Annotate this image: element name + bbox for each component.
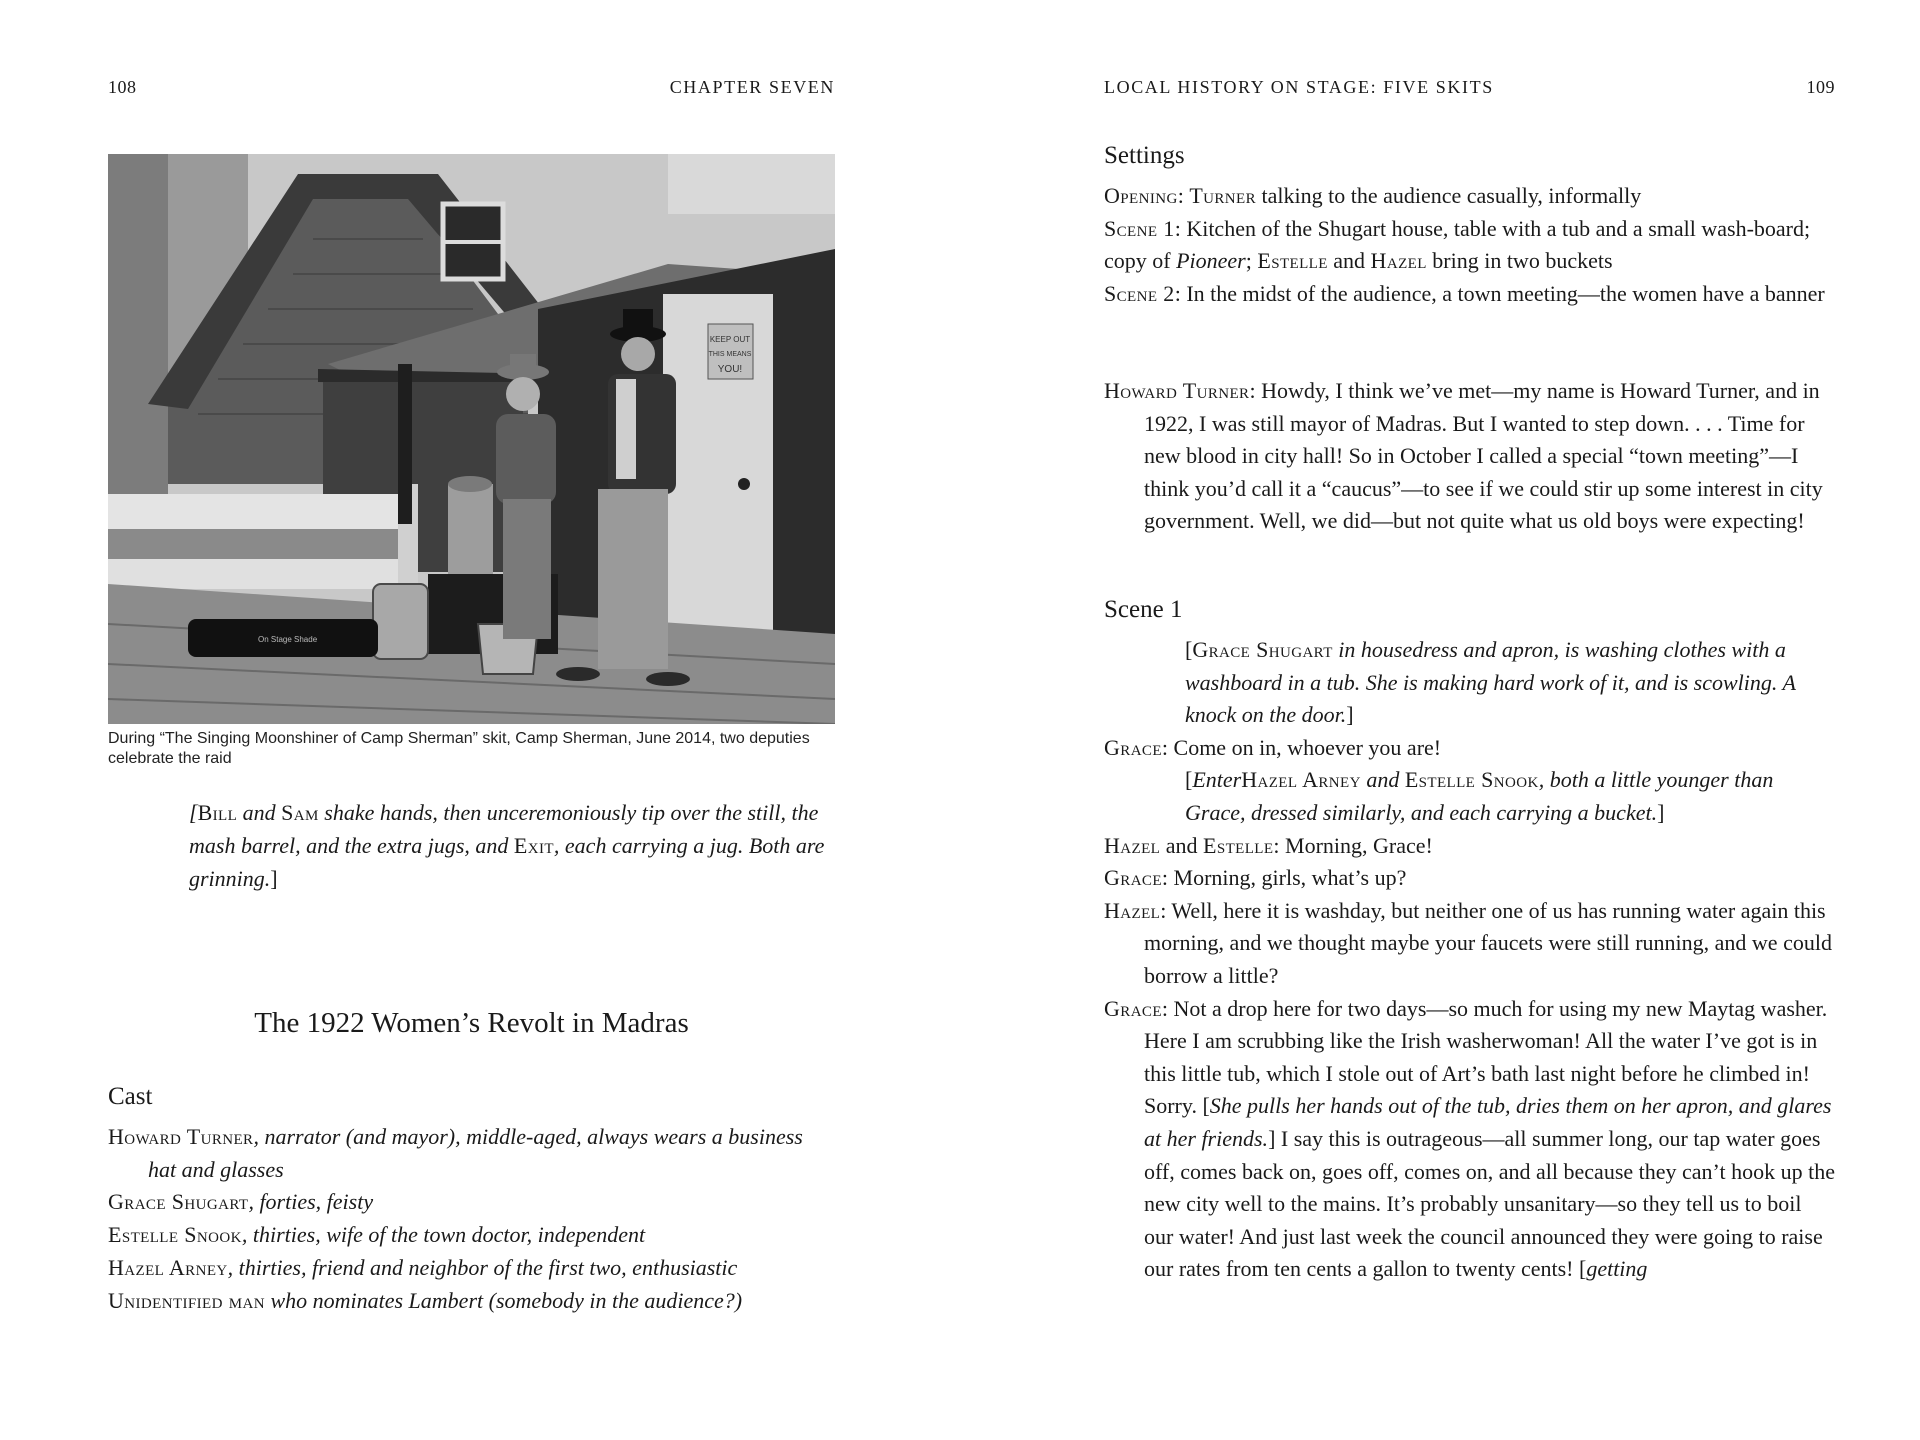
moonshiner-photo	[108, 154, 835, 724]
sign-line-3: YOU!	[717, 364, 743, 375]
cast-item: Estelle Snook, thirties, wife of the town doctor, independent	[108, 1222, 646, 1248]
character-bill: Bill	[197, 800, 238, 825]
page-number: 108	[108, 77, 137, 97]
section-running-title: LOCAL HISTORY ON STAGE: FIVE SKITS	[1104, 77, 1494, 97]
stage-direction: [Bill and Sam shake hands, then unceremoniously tip over the still, the mash barrel, and the extra jugs, and Exit, each carrying a jug. Both are grinning.]	[189, 800, 825, 891]
right-running-head	[1104, 77, 1835, 101]
setting-opening: Opening: Turner talking to the audience casually, informally	[1104, 183, 1642, 208]
cast-list	[108, 1121, 835, 1317]
left-page	[108, 0, 835, 1440]
dialogue-line: Grace: Come on in, whoever you are!	[1104, 734, 1442, 760]
character-sam: Sam	[281, 800, 319, 825]
skit-title: The 1922 Women’s Revolt in Madras	[254, 1007, 689, 1039]
stage-direction: [EnterHazel Arney and Estelle Snook, both a little younger than Grace, dressed similarly, and each carrying a bucket.]	[1185, 767, 1774, 825]
chapter-title: CHAPTER SEVEN	[669, 77, 835, 97]
dialogue-line: Grace: Not a drop here for two days—so much for using my new Maytag washer. Here I am scrubbing like the Irish washerwoman! All the water I’ve got is in this little tub, which I stole out of Art’s bath last night before he climbed in! Sorry. [She pulls her hands out of the tub, dries them on her apron, and glares at her friends.] I say this is outrageous—all summer long, our tap water goes off, comes back on, goes off, comes on, and all because they can’t hook up the new city well to the mains. It’s probably unsanitary—so they tell us to boil our water! And just last week the council announced they were going to raise our rates from ten cents a gallon to twenty cents! [getting	[1104, 995, 1835, 1282]
dialogue-line: Hazel: Well, here it is washday, but neither one of us has running water again this morning, and we thought maybe your faucets were still running, and we could borrow a little?	[1104, 897, 1832, 988]
page-number: 109	[1806, 77, 1835, 97]
stage-direction: [Grace Shugart in housedress and apron, is washing clothes with a washboard in a tub. She is making hard work of it, and is scowling. A knock on the door.]	[1185, 637, 1796, 728]
right-page	[1104, 0, 1835, 1440]
cast-item: Grace Shugart, forties, feisty	[108, 1189, 374, 1215]
turner-speech: Howard Turner: Howdy, I think we’ve met—my name is Howard Turner, and in 1922, I was still mayor of Madras. But I wanted to step down. . . . Time for new blood in city hall! So in October I called a special “town meeting”—I think you’d call it a “caucus”—to see if we could stir up some interest in city government. Well, we did—but not quite what us old boys were expecting!	[1104, 378, 1823, 534]
sign-line-2: THIS MEANS	[708, 351, 752, 358]
photo-caption: During “The Singing Moonshiner of Camp Sherman” skit, Camp Sherman, June 2014, two deputies celebrate the raid	[108, 730, 810, 767]
dialogue-line: Grace: Morning, girls, what’s up?	[1104, 865, 1407, 891]
cast-item: Hazel Arney, thirties, friend and neighbor of the first two, enthusiastic	[108, 1254, 738, 1280]
setting-scene-1: Scene 1: Kitchen of the Shugart house, table with a tub and a small wash-board; copy of Pioneer; Estelle and Hazel bring in two buckets	[1104, 215, 1811, 274]
setting-scene-2: Scene 2: In the midst of the audience, a town meeting—the women have a banner	[1104, 280, 1825, 306]
dialogue-line: Hazel and Estelle: Morning, Grace!	[1104, 832, 1433, 858]
cast-item: Howard Turner, narrator (and mayor), middle-aged, always wears a business hat and glasses	[108, 1124, 803, 1182]
scene-heading: Scene 1	[1104, 596, 1183, 623]
left-running-head	[108, 77, 835, 101]
settings-list	[1104, 180, 1835, 310]
speaker-name: Howard Turner	[1104, 378, 1250, 403]
sign-line-1: KEEP OUT	[709, 335, 751, 344]
cast-heading: Cast	[108, 1083, 153, 1110]
exit-cue: Exit	[513, 833, 554, 858]
scene-1-dialogue	[1104, 634, 1835, 1286]
cast-item: Unidentified man who nominates Lambert (somebody in the audience?)	[108, 1287, 743, 1313]
settings-heading: Settings	[1104, 142, 1185, 169]
bag-label: On Stage Shade	[258, 635, 318, 644]
